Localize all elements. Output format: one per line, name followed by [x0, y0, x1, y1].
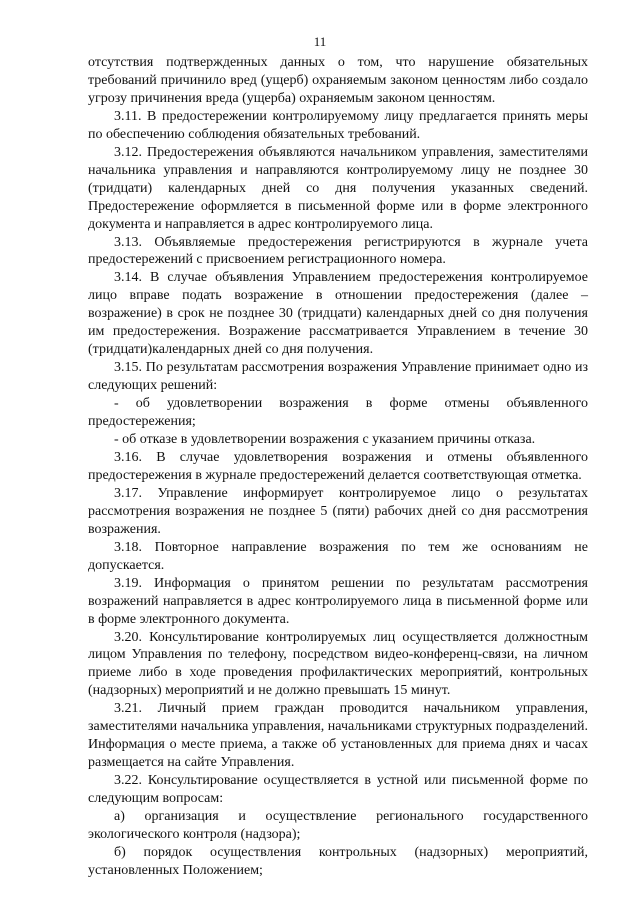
- paragraph-p3: 3.13. Объявляемые предостережения регистрируются в журнале учета предостережений с присвоением регистрационного номера.: [88, 234, 588, 268]
- paragraph-p1: 3.11. В предостережении контролируемому лицу предлагается принять меры по обеспечению соблюдения обязательных требований.: [88, 108, 588, 142]
- paragraph-p6: - об удовлетворении возражения в форме отмены объявленного предостережения;: [88, 396, 588, 430]
- paragraph-p7: - об отказе в удовлетворении возражения с указанием причины отказа.: [114, 432, 536, 448]
- paragraph-p16: б) порядок осуществления контрольных (надзорных) мероприятий, установленных Положением;: [88, 844, 588, 878]
- document-body: [88, 54, 588, 880]
- paragraph-p9: 3.17. Управление информирует контролируемое лицо о результатах рассмотрения возражения не позднее 5 (пяти) рабочих дней со дня рассмотрения возражения.: [88, 485, 588, 537]
- paragraph-p4: 3.14. В случае объявления Управлением предостережения контролируемое лицо вправе подать возражение в отношении предостережения (далее – возражение) в срок не позднее 30 (тридцати) календарных дней со дня получения им предостережения. Возражение рассматривается Управлением в течение 30 (тридцати)календарных дней со дня получения.: [88, 270, 588, 358]
- paragraph-p5: 3.15. По результатам рассмотрения возражения Управление принимает одно из следующих решений:: [88, 360, 588, 394]
- paragraph-p12: 3.20. Консультирование контролируемых лиц осуществляется должностным лицом Управления по телефону, посредством видео-конференц-связи, на личном приеме либо в ходе проведения профилактических мероприятий, контрольных (надзорных) мероприятий и не должно превышать 15 минут.: [88, 629, 588, 699]
- paragraph-p8: 3.16. В случае удовлетворения возражения и отмены объявленного предостережения в журнале предостережений делается соответствующая отметка.: [88, 449, 588, 483]
- paragraph-p11: 3.19. Информация о принятом решении по результатам рассмотрения возражений направляется в адрес контролируемого лица в письменной форме или в форме электронного документа.: [88, 575, 588, 627]
- page-number: 11: [313, 34, 327, 49]
- paragraph-p15: а) организация и осуществление регионального государственного экологического контроля (надзора);: [88, 809, 588, 842]
- paragraph-p0: отсутствия подтвержденных данных о том, что нарушение обязательных требований причинило вред (ущерб) охраняемым законом ценностям либо создало угрозу причинения вреда (ущерба) охраняемым законом ценностям.: [88, 55, 588, 106]
- paragraph-p10: 3.18. Повторное направление возражения по тем же основаниям не допускается.: [88, 539, 588, 573]
- paragraph-p13: 3.21. Личный прием граждан проводится начальником управления, заместителями начальника управления, начальниками структурных подразделений. Информация о месте приема, а также об установленных для приема днях и часах размещается на сайте Управления.: [88, 701, 588, 771]
- paragraph-p2: 3.12. Предостережения объявляются начальником управления, заместителями начальника управления и направляются контролируемому лицу не позднее 30 (тридцати) календарных дней со дня получения указанных сведений. Предостережение оформляется в письменной форме или в форме электронного документа и направляется в адрес контролируемого лица.: [88, 144, 588, 232]
- paragraph-p14: 3.22. Консультирование осуществляется в устной или письменной форме по следующим вопросам:: [88, 773, 588, 807]
